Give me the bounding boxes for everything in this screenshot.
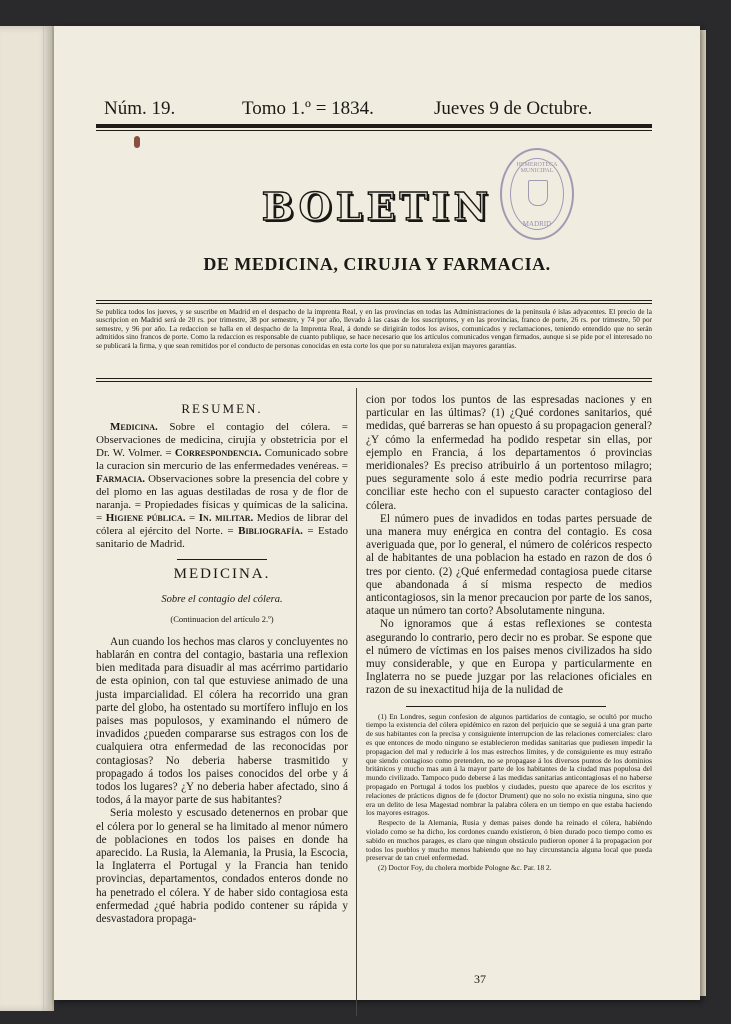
issue-number: Núm. 19. bbox=[104, 98, 176, 119]
ink-blot bbox=[134, 136, 140, 148]
page-number: 37 bbox=[474, 972, 486, 986]
notice-rule-bottom-2 bbox=[96, 381, 652, 382]
issue-date: Jueves 9 de Octubre. bbox=[434, 98, 593, 119]
resumen-list: Medicina. Sobre el contagio del cólera. = Observaciones de medicina, cirujía y obstetricia por el Dr. W. Volmer. = Correspondencia. Comunicado sobre la curacion sin mercurio de las enfermedades venéreas. = Farmacia. Observaciones sobre la presencia del cobre y del plomo en las aguas destiladas de rosa y de flor de naranja. = Propiedades físicas y químicas de la salicina. = Higiene pública. = In. militar. Medios de librar del cólera al ejército del Norte. = Bibliografía. = Estado sanitario de Madrid. bbox=[96, 421, 349, 551]
footnote: (1) En Londres, segun confesion de algunos partidarios de contagio, se ocultó por mucho tiempo la existencia del cólera epidémico en razon del perjuicio que se seguiá á una gran parte de sus habitantes con la precisa y consiguiente interrupcion de las relaciones comerciales: claro es que entonces de modo ninguno se establecieron medidas sanitarias que pudiesen impedir la propagacion del mal y reducirle á los mas estrechos límites, y de consiguiente es muy estraño que siendo contagioso como pretenden, no se propagase á los diversos puntos de los dominios británicos y mucho mas aun á la mayor parte de los habitantes de la ciudad mas populosa del mundo civilizado. Tampoco pudo deberse á las medidas sanitarias anticontagiosas el no haberse propagado en Portugal á todos los pueblos y ciudades, puesto que aparece de los escritos y relaciones de prácticos dignos de fe (doctor Drument) que no solo no existia ninguna, sino que era un delito de lesa Magestad nombrar la palabra cólera en un tiempo en que estaba haciendo los mayores estragos. bbox=[366, 711, 652, 818]
right-column bbox=[366, 394, 652, 874]
masthead-rule bbox=[96, 124, 652, 128]
footnotes bbox=[366, 713, 652, 873]
footnote: Respecto de la Alemania, Rusia y demas paises donde ha reinado el cólera, habiéndo violado como se ha dicho, los cordones cuando existieron, ó bien durado poco tiempo como es sabido en muchos parages, es claro que ningun obstáculo pudieron oponer á la propagacion por todos los pueblos y mucho menos habiendo que no hay circunstancia alguna local que pueda preservar de tan cruel enfermedad. bbox=[366, 818, 652, 863]
page-stack-edge bbox=[700, 30, 706, 996]
masthead bbox=[104, 98, 648, 126]
article-title: Sobre el contagio del cólera. bbox=[161, 594, 283, 606]
notice-rule-top bbox=[96, 300, 652, 301]
footnote: (2) Doctor Foy, du cholera morbide Pologne &c. Par. 18 2. bbox=[378, 863, 552, 873]
section-title: MEDICINA. bbox=[173, 566, 271, 583]
library-stamp: HEMEROTECA MUNICIPAL MADRID bbox=[500, 148, 574, 240]
body-paragraph: El número pues de invadidos en todas partes persuade de una manera muy enérgica en contra del contagio. Es cosa averiguada que, por lo general, el número de coléricos respecto al de habitantes de una poblacion ha estado en razon de dos ó tres por ciento. (2) ¿Qué enfermedad contagiosa puede citarse que abandonada á sí misma respecto de medios anticontagiosos, sin la menor precaucion por parte de los sanos, ataque un número tan corto? Absolutamente ninguna. bbox=[366, 512, 652, 618]
body-paragraph: Aun cuando los hechos mas claros y concluyentes no hablarán en contra del contagio, bastaria una reflexion bien meditada para disuadir al mas acérrimo partidario de esta opinion, con tal que estuviese animado de una justa imparcialidad. El cólera ha recorrido una gran parte del globo, ha ostentado su mortífero influjo en los paises mas populosos, y examinando el número de invadidos ¿pueden compararse sus estragos con los de cualquiera otra enfermedad de las reconocidas por contagiosas? No deberia haberse trasmitido y propagado á todos los paises conocidos del orbe y á todos los lugares? ¿Y no deberia haber afectado, sino á todos, á la mayor parte de sus habitantes? bbox=[96, 635, 348, 807]
notice-rule-top-2 bbox=[96, 303, 652, 304]
column-divider bbox=[356, 388, 357, 1016]
subscription-notice: Se publica todos los jueves, y se suscribe en Madrid en el despacho de la imprenta Real, y en las provincias en todas las Administraciones de la península é islas adyacentes. El precio de la suscripcion en Madrid será de 20 rs. por trimestre, 38 por semestre, y 74 por año, llevado á las casas de los suscriptores, y en las provincias, franco de porte, 26 rs. por trimestre, 50 por semestre, y 96 por año. La redaccion se halla en el despacho de la Imprenta Real, á donde se dirigirán todos los avisos, comunicados y reclamaciones, teniendo entendido que no serán admitidos sino francos de porte. Como la redaccion es responsable de cuanto publique, se hace necesario que los artículos comunicados vengan firmados, aunque si se pide por el interesado no se publicará la firma, y que sean remitidos por el conducto de personas conocidas en esta corte los que por su naturaleza exijan mayores garantías. bbox=[96, 308, 652, 350]
body-paragraph: No ignoramos que á estas reflexiones se contesta asegurando lo contrario, pero decir no es probar. Se espone que el número de víctimas en los paises menos civilizados ha sido muy considerable, y que en Europa y particularmente en Inglaterra no se puede juzgar por las relaciones oficiales en razon de su inexactitud hija de la nulidad de bbox=[366, 618, 652, 697]
resumen-title: RESUMEN. bbox=[181, 401, 263, 416]
article-subtitle: (Continuacion del artículo 2.º) bbox=[170, 613, 274, 624]
notice-rule-bottom bbox=[96, 378, 652, 379]
masthead-rule-thin bbox=[96, 130, 652, 131]
volume-year: Tomo 1.º = 1834. bbox=[242, 98, 374, 119]
body-paragraph: Seria molesto y escusado detenernos en probar que el cólera por lo general se ha limitado al menor número de poblaciones en todos los paises en donde ha aparecido. La Rusia, la Alemania, la Prusia, la Escocia, la Inglaterra el Portugal y la Francia han tenido provincias, departamentos, condados enteros donde no ha penetrado el cólera. Y de haber sido contagiosa esta enfermedad ¿qué habria podido contener su rápida y desvastadora propaga- bbox=[96, 807, 348, 926]
newspaper-title: BOLETIN bbox=[261, 184, 493, 229]
newspaper-subtitle: DE MEDICINA, CIRUJIA Y FARMACIA. bbox=[203, 254, 551, 274]
left-column bbox=[96, 394, 348, 926]
section-divider bbox=[177, 559, 267, 560]
body-paragraph: cion por todos los puntos de las espresadas naciones y en particular en las últimas? (1) ¿Qué cordones sanitarios, qué medidas, qué barreras se han opuesto á su propagacion general? ¿Y cómo la enfermedad ha podido respetar sin ellas, por ejemplo en Francia, á los departamentos ó provincias meridionales? Es preciso atribuirlo á un portentoso milagro; pues seguramente solo á este medio podria recurrirse para conciliar este hecho con el supuesto caracter contagioso del cólera. bbox=[366, 394, 652, 512]
footnote-rule bbox=[406, 706, 606, 707]
newspaper-page bbox=[54, 26, 700, 1000]
facing-page-edge bbox=[0, 26, 54, 1011]
